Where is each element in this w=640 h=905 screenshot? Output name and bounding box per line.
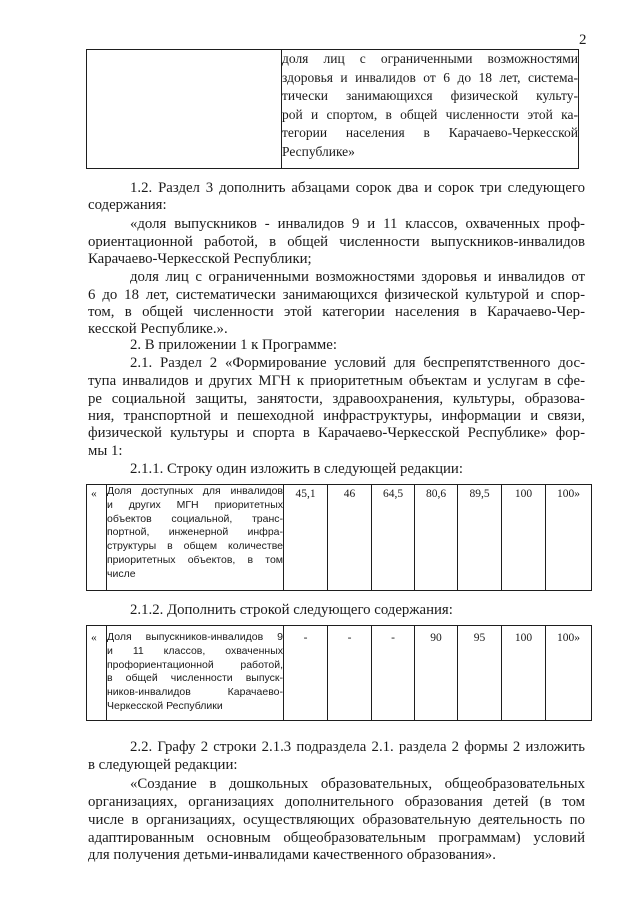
indicator-text-line: числе	[107, 567, 136, 580]
continuation-table	[86, 49, 579, 169]
paragraph-2-1-1: 2.1.1. Строку один изложить в следующей редакции:	[130, 461, 463, 477]
indicator-text-line: Доля доступных для инвалидов	[107, 485, 283, 497]
text-line: кесской Республике.».	[88, 321, 228, 337]
text-line: 1.2. Раздел 3 дополнить абзацами сорок два и сорок три следующего	[130, 180, 585, 196]
page-number: 2	[579, 32, 587, 48]
open-quote-cell: «	[87, 485, 107, 591]
text-line: организациях, организациях дополнительного образования детей (в том	[88, 794, 585, 810]
text-line: «доля выпускников - инвалидов 9 и 11 классов, охваченных проф-	[130, 216, 585, 232]
indicator-text-line: доля лиц с ограниченными возможностями	[282, 51, 578, 66]
indicator-text-line: Черкесской Республики	[107, 699, 223, 712]
text-line: доля лиц с ограниченными возможностями здоровья и инвалидов от	[130, 269, 585, 285]
indicator-text-line: структуры в общем количестве	[107, 540, 283, 553]
indicator-table-row-1	[86, 484, 592, 591]
indicator-text-line: портной, инженерной инфра-	[107, 526, 283, 539]
paragraph-2-1-2: 2.1.2. Дополнить строкой следующего содержания:	[130, 602, 453, 618]
text-line: физической культуры и спорта в Карачаево-Черкесской Республике» фор-	[88, 425, 585, 441]
indicator-text-line: тически занимающихся физической культу-	[282, 88, 578, 104]
value-cell: 100»	[546, 485, 592, 591]
value-cell: 46	[328, 485, 372, 591]
text-line: мы 1:	[88, 443, 123, 459]
value-cell: -	[328, 626, 372, 721]
indicator-cell	[282, 50, 579, 169]
indicator-text-line: Республике»	[282, 143, 355, 159]
value-cell: -	[284, 626, 328, 721]
value-cell: 80,6	[415, 485, 458, 591]
indicator-text-line: Доля выпускников-инвалидов 9	[107, 631, 283, 643]
indicator-text-line: профориентационной работой,	[107, 658, 283, 671]
indicator-text-line: рой и спортом, в общей численности этой ка-	[282, 106, 578, 122]
text-line: в следующей редакции:	[88, 757, 238, 773]
empty-cell	[87, 50, 282, 169]
text-line: 2.1. Раздел 2 «Формирование условий для беспрепятственного дос-	[130, 355, 585, 371]
text-line: числе в организациях, осуществляющих образовательную деятельность по	[88, 812, 585, 828]
text-line: ния, транспортной и пешеходной инфраструктуры, информации и связи,	[88, 408, 585, 424]
text-line: содержания:	[88, 197, 167, 213]
indicator-text-line: и других МГН приоритетных	[107, 498, 283, 511]
value-cell: 100»	[546, 626, 592, 721]
indicator-text-line: здоровья и инвалидов от 6 до 18 лет, система-	[282, 69, 578, 85]
text-line: 2.2. Графу 2 строки 2.1.3 подраздела 2.1. раздела 2 формы 2 изложить	[130, 739, 585, 755]
text-line: тупа инвалидов и других МГН к приоритетным объектам и услугам в сфе-	[88, 373, 585, 389]
indicator-text-line: в общей численности выпуск-	[107, 672, 283, 685]
section-2-heading: 2. В приложении 1 к Программе:	[130, 337, 337, 353]
value-cell: 100	[502, 626, 546, 721]
text-line: ориентационной работой, в общей численности выпускников-инвалидов	[88, 234, 585, 250]
indicator-text-line: объектов социальной, транс-	[107, 512, 283, 525]
indicator-table-row-2	[86, 625, 592, 721]
text-line: адаптированным основным общеобразовательным программам) условий	[88, 830, 585, 846]
value-cell: 100	[502, 485, 546, 591]
text-line: «Создание в дошкольных образовательных, общеобразовательных	[130, 776, 585, 792]
value-cell: -	[372, 626, 415, 721]
indicator-text-line: и 11 классов, охваченных	[107, 644, 283, 657]
value-cell: 45,1	[284, 485, 328, 591]
value-cell: 64,5	[372, 485, 415, 591]
indicator-name-cell	[107, 485, 284, 591]
text-line: ре социальной защиты, занятости, здравоохранения, культуры, образова-	[88, 391, 585, 407]
indicator-name-cell	[107, 626, 284, 721]
indicator-text-line: приоритетных объектов, в том	[107, 553, 283, 566]
open-quote-cell: «	[87, 626, 107, 721]
text-line: для получения детьми-инвалидами качественного образования».	[88, 847, 496, 863]
value-cell: 90	[415, 626, 458, 721]
text-line: том, в общей численности этой категории населения в Карачаево-Чер-	[88, 304, 585, 320]
indicator-text-line: ников-инвалидов Карачаево-	[107, 686, 283, 699]
text-line: Карачаево-Черкесской Республики;	[88, 251, 312, 267]
text-line: 6 до 18 лет, систематически занимающихся физической культурой и спор-	[88, 287, 585, 303]
value-cell: 89,5	[458, 485, 502, 591]
value-cell: 95	[458, 626, 502, 721]
indicator-text-line: тегории населения в Карачаево-Черкесской	[282, 125, 578, 141]
